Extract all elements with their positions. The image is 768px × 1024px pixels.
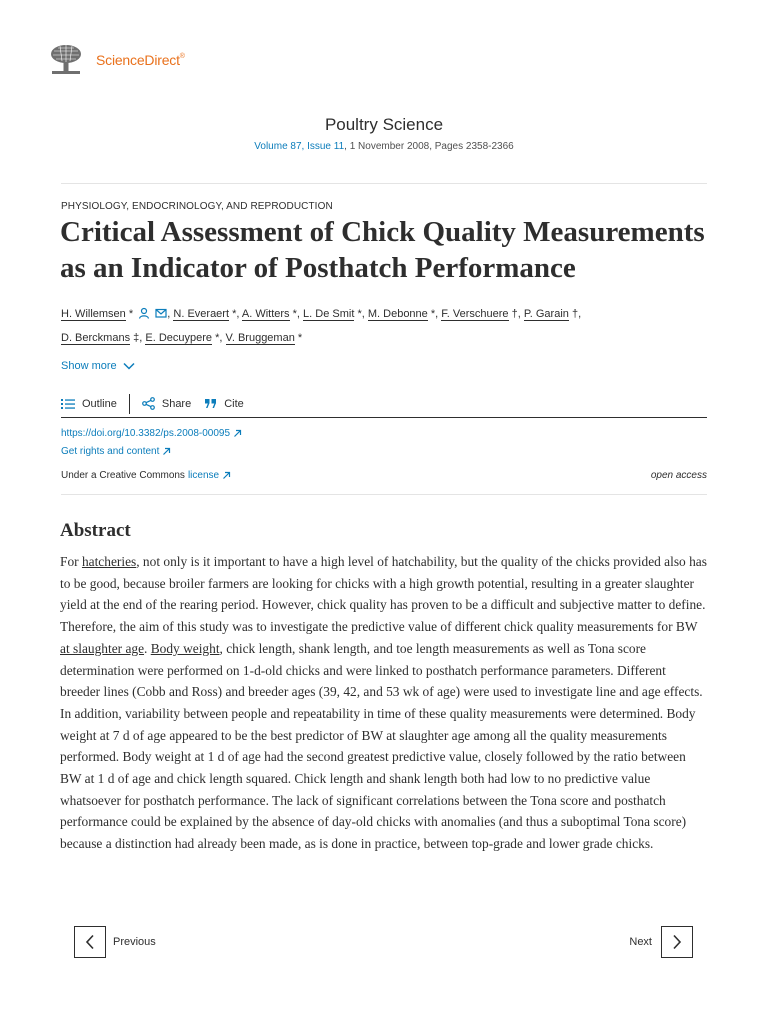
next-box (661, 926, 693, 958)
abstract-text (60, 551, 708, 855)
show-more-label: Show more (61, 360, 117, 372)
article-section: PHYSIOLOGY, ENDOCRINOLOGY, AND REPRODUCTION (61, 201, 333, 212)
author-mark: * (292, 308, 297, 320)
article-toolbar (61, 390, 707, 418)
divider (61, 494, 707, 495)
author-link[interactable]: F. Verschuere (441, 308, 509, 320)
abstract-text-part: , chick length, shank length, and toe length measurements as well as Tona score determination were performed on 1-d-old chicks and were linked to posthatch performance parameters. Different breeder lines (Cobb and Ross) and breeder ages (39, 42, and 53 wk of age) were used to investigate line and age effects. In addition, variability between people and repeatability in time of these quality measurements were determined. Body weight at 7 d of age appeared to be the best predictor of BW at slaughter age among all the quality measurements performed. Body weight at 1 d of age had the second greatest predictive value, closely followed by the ratio between BW at 1 d of age and chick length squared. Chick length and shank length both had low to no predictive value whatsoever for posthatch performance. The lack of significant correlations between the Tona score and posthatch performance could be explained by the absence of day-old chicks with anomalies (and thus a suboptimal Tona score) because a distinction had already been made, as is done in practice, between top-grade and lower grade chicks. (60, 640, 703, 852)
license-prefix: Under a Creative Commons (61, 470, 185, 481)
chevron-right-icon (672, 934, 682, 950)
author-link[interactable]: A. Witters (241, 308, 290, 320)
author-link[interactable]: M. Debonne (367, 308, 428, 320)
author-mark: † (511, 308, 518, 320)
external-link-icon (162, 447, 171, 456)
cite-button[interactable] (205, 398, 244, 410)
author-mark: * (232, 308, 237, 320)
list-icon (61, 398, 75, 410)
outline-button[interactable] (61, 398, 117, 410)
author-mark: * (357, 308, 362, 320)
topic-link-hatcheries[interactable]: hatcheries (81, 554, 137, 569)
author-mark: * (215, 332, 220, 344)
share-button[interactable] (142, 397, 191, 410)
external-link-icon (233, 429, 242, 438)
abstract-heading: Abstract (60, 520, 131, 541)
person-icon[interactable] (138, 305, 150, 327)
abstract-text-part: For (60, 554, 82, 569)
sciencedirect-logo-text[interactable]: ScienceDirect (96, 52, 180, 68)
doi-link[interactable] (61, 428, 242, 439)
article-title: Critical Assessment of Chick Quality Measurements as an Indicator of Posthatch Performance (60, 216, 705, 284)
previous-box (74, 926, 106, 958)
chevron-down-icon (123, 362, 135, 370)
rights-text: Get rights and content (61, 446, 160, 457)
issue-link[interactable]: Volume 87, Issue 11 (254, 141, 345, 152)
quote-icon (205, 399, 217, 409)
author-mark: * (128, 308, 134, 320)
author-link[interactable]: H. Willemsen (61, 308, 126, 320)
cite-label: Cite (224, 397, 244, 410)
previous-label: Previous (113, 936, 156, 948)
author-mark: † (571, 308, 579, 320)
share-icon (142, 397, 155, 410)
registered-mark: ® (179, 52, 185, 60)
author-link[interactable]: N. Everaert (173, 308, 230, 320)
previous-article-button[interactable] (74, 926, 156, 958)
author-link[interactable]: E. Decuypere (145, 332, 213, 344)
license-link[interactable]: license (187, 470, 220, 481)
journal-title[interactable]: Poultry Science (324, 115, 444, 134)
share-label: Share (161, 397, 192, 410)
doi-text: https://doi.org/10.3382/ps.2008-00095 (61, 428, 231, 439)
author-link[interactable]: P. Garain (523, 308, 569, 320)
external-link-icon (222, 471, 231, 480)
outline-label: Outline (82, 397, 117, 410)
divider (61, 183, 707, 184)
email-icon[interactable] (155, 305, 167, 327)
elsevier-tree-logo[interactable] (48, 43, 84, 77)
show-more-button[interactable] (61, 360, 135, 372)
author-link[interactable]: D. Berckmans (61, 332, 131, 344)
author-link[interactable]: L. De Smit (303, 308, 355, 320)
rights-link[interactable] (61, 446, 171, 457)
author-mark: * (297, 332, 303, 344)
issue-details: , 1 November 2008, Pages 2358-2366 (344, 141, 514, 152)
topic-link-body-weight[interactable]: Body weight (150, 640, 220, 656)
topic-link-slaughter-age[interactable]: at slaughter age (60, 640, 145, 656)
author-link[interactable]: V. Bruggeman (225, 332, 295, 344)
toolbar-separator (129, 394, 130, 414)
chevron-left-icon (85, 934, 95, 950)
author-mark: * (430, 308, 436, 320)
open-access-label: open access (650, 470, 707, 481)
abstract-text-part: , not only is it important to have a high level of hatchability, but the quality of the chicks provided also has to be good, because broiler farmers are looking for chicks with a high growth potential, resulting in a greater slaughter yield at the end of the rearing period. However, chick quality has proven to be a difficult and subjective matter to define. Therefore, the aim of this study was to investigate the predictive value of different chick quality measurements for BW (60, 554, 707, 635)
site-header (48, 42, 185, 78)
author-mark: ‡ (133, 332, 140, 344)
next-article-button[interactable] (629, 926, 693, 958)
author-list: H. Willemsen * , N. Everaert *, A. Witters *, L. De Smit *, M. Debonne *, F. Verschuere †, P. Garain †, D. Berckmans ‡, E. Decuypere *, V. Bruggeman * (61, 303, 711, 349)
abstract-text-part: . (144, 640, 151, 656)
next-label: Next (629, 936, 652, 948)
issue-info (0, 141, 768, 152)
license-info (61, 470, 231, 481)
